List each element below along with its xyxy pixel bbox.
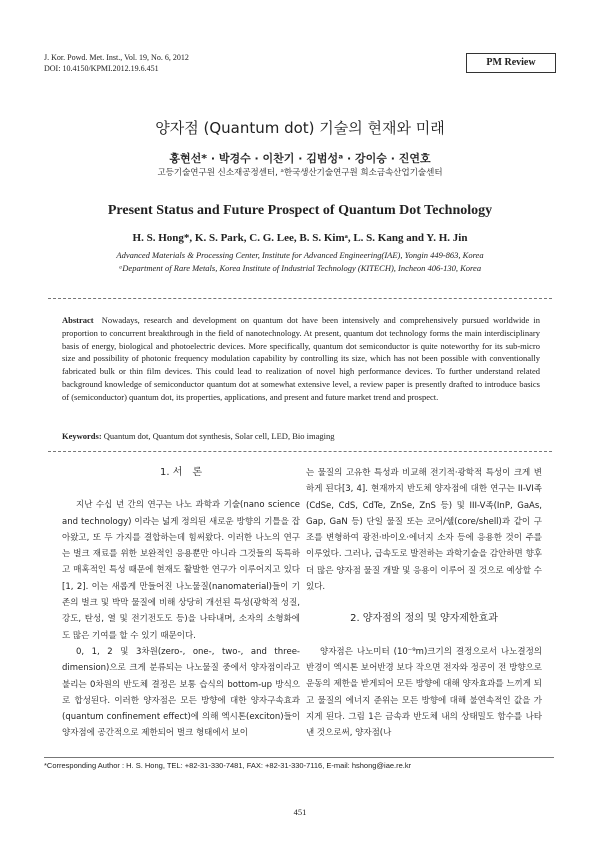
page-number: 451	[293, 807, 307, 817]
abstract	[62, 314, 540, 404]
title-english: Present Status and Future Prospect of Quantum Dot Technology	[107, 203, 493, 218]
section-heading-definition: 2. 양자점의 정의 및 양자제한효과	[350, 613, 498, 625]
footnote-divider	[44, 757, 554, 758]
keywords-text: Quantum dot, Quantum dot synthesis, Solar cell, LED, Bio imaging	[103, 431, 335, 441]
divider-top	[48, 298, 552, 299]
journal-citation: J. Kor. Powd. Met. Inst., Vol. 19, No. 6, 2012	[44, 53, 189, 62]
affiliation-english-2: ᵃDepartment of Rare Metals, Korea Institute of Industrial Technology (KITECH), Incheon 406-130, Korea	[118, 263, 482, 273]
abstract-label: Abstract	[62, 315, 94, 325]
intro-paragraph-1: 지난 수십 년 간의 연구는 나노 과학과 기술(nano science and technology) 이라는 넓게 정의된 새로운 방향의 기틀을 잡아왔고, 또 두 가지를 결합하는데 힘써왔다. 이러한 나노의 연구는 벌크 재료를 위한 보완적인 응용뿐만 아니라 그것들의 독특하고 매혹적인 특성 때문에 현재도 활발한 연구가 이루어지고 있다[1, 2]. 이는 새롭게 만들어진 나노물질(nanomaterial)들이 기존의 벌크 및 박막 물질에 비해 상당히 개선된 특성(광학적 성질, 강도, 탄성, 열 및 전기전도도 등)을 나타내며, 소자의 소형화에도 많은 기여를 할 수 있기 때문이다.	[62, 500, 300, 641]
doi: DOI: 10.4150/KPMI.2012.19.6.451	[44, 64, 159, 73]
column-left	[62, 465, 300, 742]
affiliation-english-1: Advanced Materials & Processing Center, Institute for Advanced Engineering(IAE), Yongin 449-863, Korea	[116, 250, 484, 260]
intro-paragraph-continued: 는 물질의 고유한 특성과 비교해 전기적·광학적 특성이 크게 변하게 된다[3, 4]. 현재까지 반도체 양자점에 대한 연구는 II-VI족(CdSe, CdS, CdTe, ZnSe, ZnS 등) 및 III-V족(InP, GaAs, Gap, GaN 등) 단일 물질 또는 코어/쉘(core/shell)과 같이 구조를 변형하여 광전·바이오·에너지 소자 등에 응용한 것이 주를 이루었다. 그러나, 급속도로 발전하는 과학기술을 감안하면 향후 더 많은 양자점 물질 개발 및 응용이 이루어 질 것으로 예상할 수 있다.	[306, 468, 542, 593]
article-type-badge: PM Review	[466, 53, 556, 73]
authors-english: H. S. Hong*, K. S. Park, C. G. Lee, B. S. Kimᵃ, L. S. Kang and Y. H. Jin	[132, 232, 468, 244]
journal-info	[44, 52, 189, 74]
corresponding-author-footnote: *Corresponding Author : H. S. Hong, TEL: +82-31-330-7481, FAX: +82-31-330-7116, E-mail: hshong@iae.re.kr	[44, 761, 412, 770]
keywords	[62, 431, 540, 441]
affiliation-korean: 고등기술연구원 신소재공정센터, ᵃ한국생산기술연구원 희소금속산업기술센터	[157, 168, 443, 178]
title-korean: 양자점 (Quantum dot) 기술의 현재와 미래	[155, 119, 445, 137]
keywords-label: Keywords:	[62, 431, 102, 441]
definition-paragraph: 양자점은 나노미터 (10⁻⁹m)크기의 결정으로서 나노결정의 반경이 엑시톤 보어반경 보다 작으면 전자와 정공이 전 방향으로 운동의 제한을 받게되어 모든 방향에 대해 양자효과를 느끼게 되고 물질의 에너지 준위는 모든 방향에 대해 불연속적인 값을 가지게 된다. 그림 1은 금속과 반도체 내의 상태밀도 함수를 나타낸 것으로써, 양자점(나	[306, 646, 542, 739]
divider-bottom	[48, 451, 552, 452]
intro-paragraph-2: 0, 1, 2 및 3차원(zero-, one-, two-, and three-dimension)으로 크게 분류되는 나노물질 중에서 양자점이라고 불리는 0차원의 반도체 결정은 보통 습식의 bottom-up 방식으로 합성된다. 이러한 양자점은 모든 방향에 대한 양자구속효과(quantum confinement effect)에 의해 엑시톤(exciton)들이 양자점에 공간적으로 제한되어 벌크 형태에서 보이	[62, 646, 300, 739]
section-heading-introduction: 1. 서 론	[159, 467, 203, 478]
abstract-text: Nowadays, research and development on quantum dot have been intensively and comprehensively pursued worldwide in proportion to concurrent breakthrough in the field of nanotechnology. At present, quantum dot technology forms the main interdisciplinary basis of energy, biological and photoelectric devices. More specifically, quantum dot semiconductor is quite noteworthy for its sub-micro size and possibility of photonic frequency modulation capability by controlling its size, which has not been possible with conventionally fabricated bulk or thin film devices. This could lead to realization of novel high performance devices. To further understand related background knowledge of semiconductor quantum dot at somewhat extensive level, a review paper is presently drafted to introduce basics of (semiconductor) quantum dot, its properties, applications, and present and future market trend and prospect.	[62, 315, 541, 402]
authors-korean: 홍현선* · 박경수 · 이찬기 · 김범성ᵃ · 강이승 · 진연호	[169, 152, 431, 165]
column-right	[306, 465, 542, 741]
